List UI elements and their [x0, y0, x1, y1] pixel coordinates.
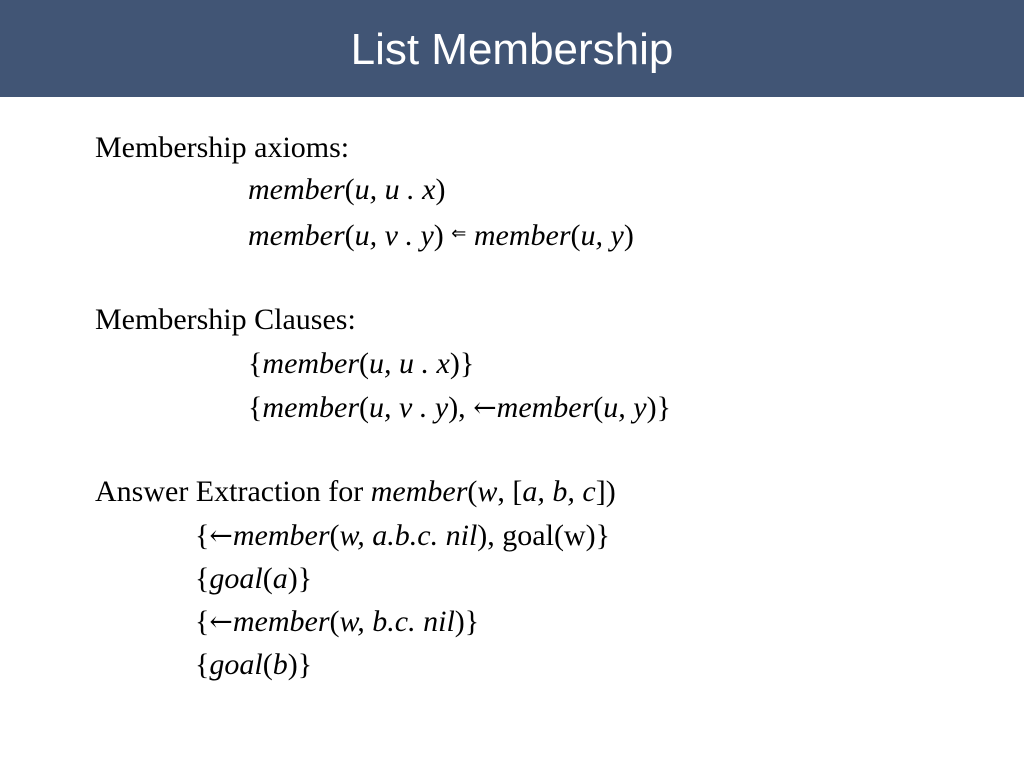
args: w, b.c. nil [339, 605, 455, 638]
brace: { [248, 347, 263, 380]
sep: , [ [497, 475, 523, 508]
axiom-line-2 [248, 214, 634, 256]
answer-line-3 [195, 602, 479, 642]
close: ), [448, 391, 466, 424]
clauses-heading: Membership Clauses: [95, 303, 356, 336]
paren: ) [433, 219, 444, 252]
left-arrow-icon: ← [209, 519, 233, 552]
paren: ( [262, 648, 273, 681]
args: a [272, 562, 288, 595]
predicate: member [248, 219, 345, 252]
args: u, u . x [369, 347, 450, 380]
paren: ) [623, 219, 634, 252]
list: a, b, c [522, 475, 596, 508]
heading-text: Answer Extraction for [95, 475, 371, 508]
clause-line-2 [248, 388, 671, 428]
brace: { [195, 648, 210, 681]
args: u, y [603, 391, 647, 424]
brace: { [195, 562, 210, 595]
var: w [477, 475, 498, 508]
close: ]) [595, 475, 616, 508]
paren: ( [359, 391, 370, 424]
predicate: member [262, 347, 360, 380]
predicate: member [232, 605, 330, 638]
paren: ( [359, 347, 370, 380]
answer-line-1 [195, 516, 610, 556]
close: )} [646, 391, 672, 424]
close: ), goal(w)} [477, 519, 610, 552]
predicate: member [496, 391, 594, 424]
paren: ( [593, 391, 604, 424]
brace: { [248, 391, 263, 424]
slide-title: List Membership [350, 25, 674, 74]
close: )} [287, 648, 313, 681]
brace: { [195, 519, 210, 552]
close: )} [287, 562, 313, 595]
predicate: member [473, 219, 571, 252]
axioms-heading: Membership axioms: [95, 131, 350, 164]
predicate: goal [209, 648, 263, 681]
answer-heading [95, 472, 616, 512]
answer-line-2 [195, 559, 312, 599]
implied-by-icon: ⇐ [451, 223, 467, 244]
clause-line-1 [248, 344, 474, 384]
paren: ( [467, 475, 478, 508]
left-arrow-icon: ← [473, 391, 497, 424]
predicate: member [370, 475, 468, 508]
args: b [272, 648, 288, 681]
close: )} [454, 605, 480, 638]
paren: ( [329, 519, 340, 552]
args: u, v . y [369, 391, 449, 424]
predicate: goal [209, 562, 263, 595]
predicate: member [248, 173, 345, 206]
paren: ( [329, 605, 340, 638]
args: u, y [580, 219, 624, 252]
axiom-line-1 [248, 170, 445, 210]
close: )} [449, 347, 475, 380]
brace: { [195, 605, 210, 638]
predicate: member [262, 391, 360, 424]
answer-line-4 [195, 645, 312, 685]
paren: ) [435, 173, 446, 206]
paren: ( [262, 562, 273, 595]
paren: ( [344, 173, 355, 206]
predicate: member [232, 519, 330, 552]
left-arrow-icon: ← [209, 605, 233, 638]
args: w, a.b.c. nil [339, 519, 478, 552]
args: u, v . y [354, 219, 434, 252]
paren: ( [570, 219, 581, 252]
paren: ( [344, 219, 355, 252]
args: u, u . x [354, 173, 436, 206]
